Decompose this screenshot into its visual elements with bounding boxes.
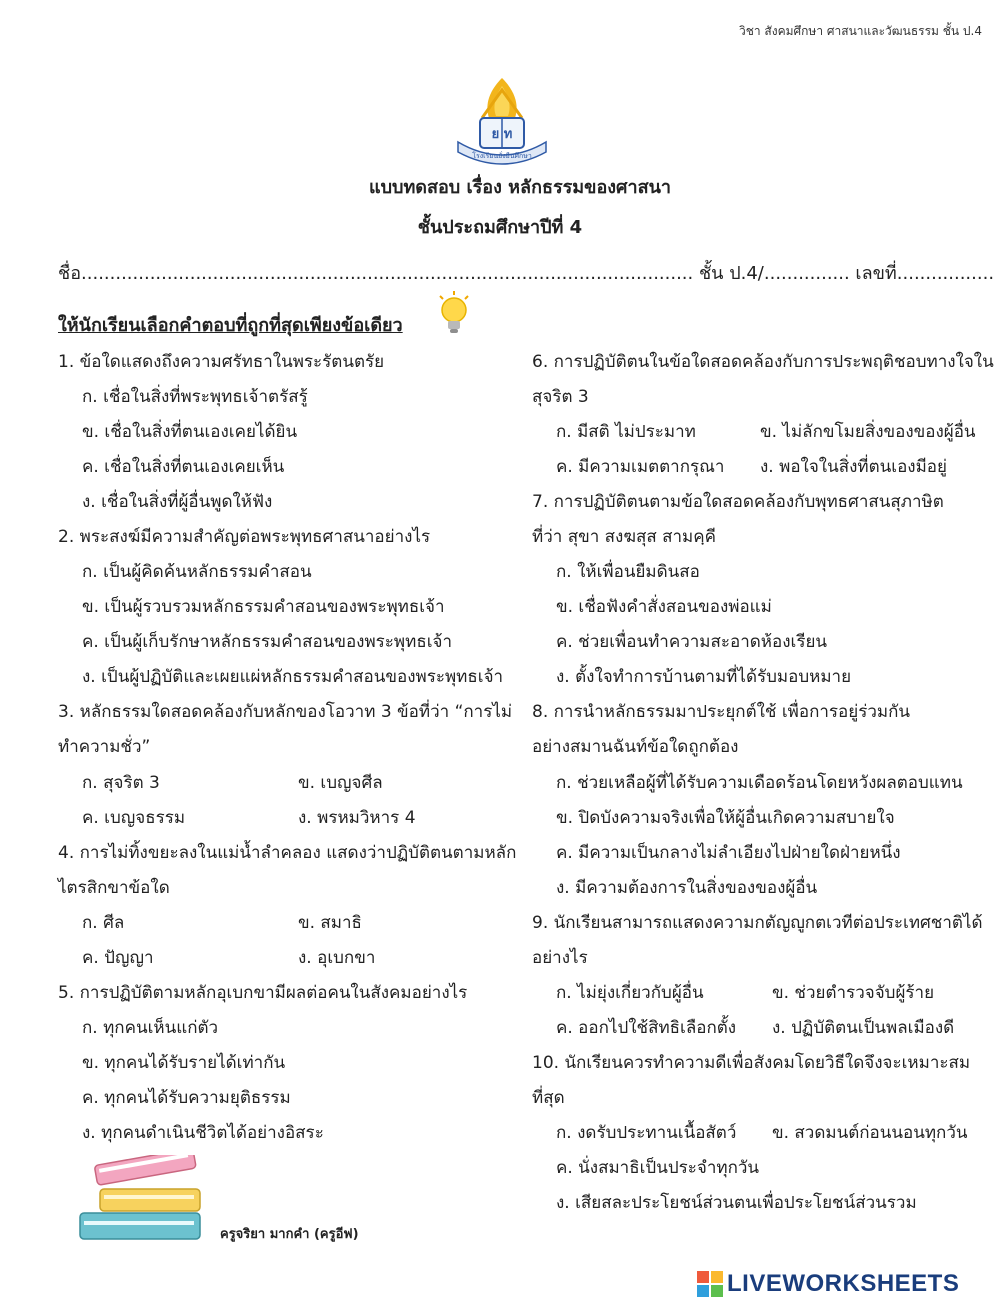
question-9-text: 9. นักเรียนสามารถแสดงความกตัญญูกตเวทีต่อประเทศชาติได้ (532, 913, 983, 933)
q9-option-c[interactable]: ค. ออกไปใช้สิทธิเลือกตั้ง (556, 1018, 737, 1038)
q2-option-a[interactable]: ก. เป็นผู้คิดค้นหลักธรรมคำสอน (82, 562, 312, 582)
q5-option-a[interactable]: ก. ทุกคนเห็นแก่ตัว (82, 1018, 219, 1038)
q4-option-a[interactable]: ก. ศีล (82, 913, 125, 933)
q2-option-d[interactable]: ง. เป็นผู้ปฏิบัติและเผยแผ่หลักธรรมคำสอนของพระพุทธเจ้า (82, 667, 504, 687)
q8-option-b[interactable]: ข. ปิดบังความจริงเพื่อให้ผู้อื่นเกิดความสบายใจ (556, 808, 895, 828)
teacher-name: ครูจริยา มากคำ (ครูอีฟ) (220, 1227, 359, 1242)
question-8-text-cont: อย่างสมานฉันท์ข้อใดถูกต้อง (532, 737, 739, 757)
logo-text: ย ท (491, 127, 513, 142)
question-3-text-cont: ทำความชั่ว” (58, 737, 151, 757)
q10-option-d[interactable]: ง. เสียสละประโยชน์ส่วนตนเพื่อประโยชน์ส่วนรวม (556, 1193, 917, 1213)
logo-caption: โรงเรียนยั่งยืนศึกษา (472, 152, 532, 160)
q8-option-d[interactable]: ง. มีความต้องการในสิ่งของของผู้อื่น (556, 878, 818, 898)
question-7-text: 7. การปฏิบัติตนตามข้อใดสอดคล้องกับพุทธศาสนสุภาษิต (532, 492, 944, 512)
liveworksheets-logo-icon (697, 1271, 723, 1297)
q1-option-a[interactable]: ก. เชื่อในสิ่งที่พระพุทธเจ้าตรัสรู้ (82, 387, 308, 407)
q8-option-c[interactable]: ค. มีความเป็นกลางไม่ลำเอียงไปฝ่ายใดฝ่ายหนึ่ง (556, 843, 901, 863)
q6-option-a[interactable]: ก. มีสติ ไม่ประมาท (556, 422, 696, 442)
q10-option-c[interactable]: ค. นั่งสมาธิเป็นประจำทุกวัน (556, 1158, 760, 1178)
q10-option-b[interactable]: ข. สวดมนต์ก่อนนอนทุกวัน (772, 1123, 968, 1143)
question-10-text-cont: ที่สุด (532, 1088, 565, 1108)
question-5-text: 5. การปฏิบัติตามหลักอุเบกขามีผลต่อคนในสังคมอย่างไร (58, 983, 468, 1003)
q9-option-b[interactable]: ข. ช่วยตำรวจจับผู้ร้าย (772, 983, 935, 1003)
question-8-text: 8. การนำหลักธรรมมาประยุกต์ใช้ เพื่อการอยู่ร่วมกัน (532, 702, 911, 722)
q4-option-c[interactable]: ค. ปัญญา (82, 948, 154, 968)
q4-option-d[interactable]: ง. อุเบกขา (298, 948, 376, 968)
q3-option-b[interactable]: ข. เบญจศีล (298, 773, 383, 793)
q5-option-c[interactable]: ค. ทุกคนได้รับความยุติธรรม (82, 1088, 291, 1108)
brand-label: LIVEWORKSHEETS (727, 1270, 960, 1297)
q6-option-c[interactable]: ค. มีความเมตตากรุณา (556, 457, 725, 477)
q5-option-d[interactable]: ง. ทุกคนดำเนินชีวิตได้อย่างอิสระ (82, 1123, 324, 1143)
q3-option-a[interactable]: ก. สุจริต 3 (82, 773, 160, 793)
q1-option-b[interactable]: ข. เชื่อในสิ่งที่ตนเองเคยได้ยิน (82, 422, 298, 442)
books-icon (60, 1155, 210, 1255)
page-title: แบบทดสอบ เรื่อง หลักธรรมของศาสนา (368, 177, 671, 198)
page-subtitle: ชั้นประถมศึกษาปีที่ 4 (417, 217, 583, 238)
question-2-text: 2. พระสงฆ์มีความสำคัญต่อพระพุทธศาสนาอย่างไร (58, 527, 431, 547)
flame-icon (482, 78, 522, 118)
q2-option-b[interactable]: ข. เป็นผู้รวบรวมหลักธรรมคำสอนของพระพุทธเจ้า (82, 597, 445, 617)
q7-option-c[interactable]: ค. ช่วยเพื่อนทำความสะอาดห้องเรียน (556, 632, 828, 652)
liveworksheets-brand[interactable] (697, 1270, 959, 1298)
instruction: ให้นักเรียนเลือกคำตอบที่ถูกที่สุดเพียงข้อเดียว (58, 315, 403, 336)
q4-option-b[interactable]: ข. สมาธิ (298, 913, 362, 933)
q1-option-c[interactable]: ค. เชื่อในสิ่งที่ตนเองเคยเห็น (82, 457, 285, 477)
question-4-text-cont: ไตรสิกขาข้อใด (58, 878, 170, 898)
question-3-text: 3. หลักธรรมใดสอดคล้องกับหลักของโอวาท 3 ข้อที่ว่า “การไม่ (58, 702, 513, 722)
question-6-text-cont: สุจริต 3 (532, 387, 589, 407)
question-10-text: 10. นักเรียนควรทำความดีเพื่อสังคมโดยวิธีใดจึงจะเหมาะสม (532, 1053, 971, 1073)
q5-option-b[interactable]: ข. ทุกคนได้รับรายได้เท่ากัน (82, 1053, 286, 1073)
subject-header: วิชา สังคมศึกษา ศาสนาและวัฒนธรรม ชั้น ป.4 (738, 24, 982, 38)
q10-option-a[interactable]: ก. งดรับประทานเนื้อสัตว์ (556, 1123, 737, 1143)
q6-option-d[interactable]: ง. พอใจในสิ่งที่ตนเองมีอยู่ (760, 457, 947, 477)
q1-option-d[interactable]: ง. เชื่อในสิ่งที่ผู้อื่นพูดให้ฟัง (82, 492, 273, 512)
question-6-text: 6. การปฏิบัติตนในข้อใดสอดคล้องกับการประพฤติชอบทางใจใน (532, 352, 994, 372)
school-logo (452, 70, 552, 170)
lightbulb-icon (434, 290, 474, 336)
question-7-text-cont: ที่ว่า สุขา สงฆสุส สามคฺคี (532, 527, 716, 547)
q3-option-d[interactable]: ง. พรหมวิหาร 4 (298, 808, 416, 828)
question-4-text: 4. การไม่ทิ้งขยะลงในแม่น้ำลำคลอง แสดงว่าปฏิบัติตนตามหลัก (58, 843, 517, 863)
question-1-text: 1. ข้อใดแสดงถึงความศรัทธาในพระรัตนตรัย (58, 352, 385, 372)
q6-option-b[interactable]: ข. ไม่ลักขโมยสิ่งของของผู้อื่น (760, 422, 976, 442)
q7-option-b[interactable]: ข. เชื่อฟังคำสั่งสอนของพ่อแม่ (556, 597, 772, 617)
question-9-text-cont: อย่างไร (532, 948, 588, 968)
q9-option-a[interactable]: ก. ไม่ยุ่งเกี่ยวกับผู้อื่น (556, 983, 704, 1003)
q8-option-a[interactable]: ก. ช่วยเหลือผู้ที่ได้รับความเดือดร้อนโดยหวังผลตอบแทน (556, 773, 963, 793)
q7-option-a[interactable]: ก. ให้เพื่อนยืมดินสอ (556, 562, 700, 582)
q2-option-c[interactable]: ค. เป็นผู้เก็บรักษาหลักธรรมคำสอนของพระพุทธเจ้า (82, 632, 453, 652)
student-info-line: ชื่อ........................................................................................................... ชั้น ป.4/............... เลขที่................. (58, 263, 995, 284)
q9-option-d[interactable]: ง. ปฏิบัติตนเป็นพลเมืองดี (772, 1018, 955, 1038)
q7-option-d[interactable]: ง. ตั้งใจทำการบ้านตามที่ได้รับมอบหมาย (556, 667, 852, 687)
q3-option-c[interactable]: ค. เบญจธรรม (82, 808, 186, 828)
